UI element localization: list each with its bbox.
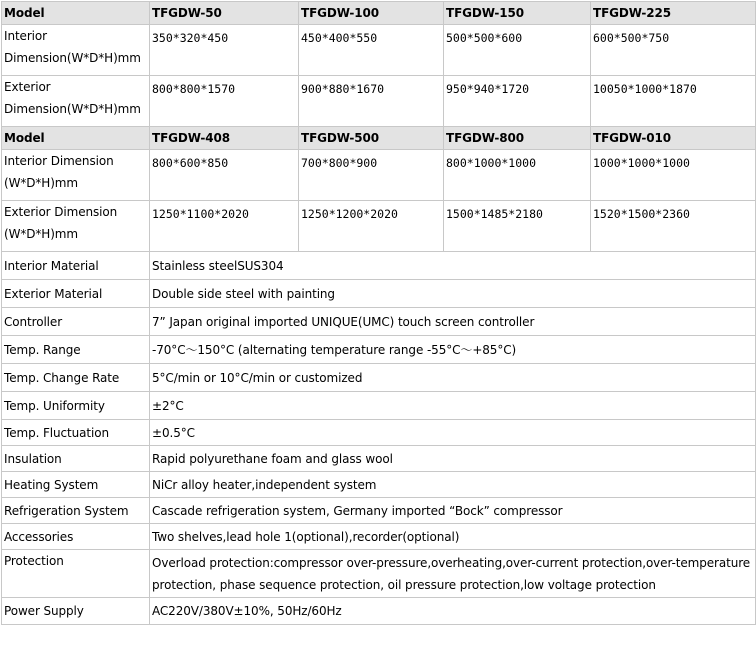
spec-row-exterior-material [2,280,756,308]
row-label: Exterior Dimension(W*D*H)mm [2,76,150,127]
model-header-row-1 [2,2,756,25]
dimension-value: 350*320*450 [150,25,299,76]
dimension-value: 800*1000*1000 [444,150,591,201]
row-label: Model [2,127,150,150]
model-name: TFGDW-100 [299,2,444,25]
spec-value: 7” Japan original imported UNIQUE(UMC) touch screen controller [150,308,756,336]
spec-label: Interior Material [2,252,150,280]
model-name: TFGDW-800 [444,127,591,150]
spec-label: Temp. Range [2,336,150,364]
dimension-value: 500*500*600 [444,25,591,76]
spec-label: Controller [2,308,150,336]
dimension-value: 1520*1500*2360 [591,201,756,252]
spec-row-refrigeration-system [2,498,756,524]
dimension-value: 900*880*1670 [299,76,444,127]
spec-value: ±0.5°C [150,420,756,446]
spec-row-power-supply [2,598,756,625]
spec-value: -70°C～150°C (alternating temperature range -55°C～+85°C) [150,336,756,364]
spec-value: ±2°C [150,392,756,420]
row-label: Interior Dimension(W*D*H)mm [2,25,150,76]
dimension-value: 600*500*750 [591,25,756,76]
spec-table [1,1,756,625]
spec-value: Rapid polyurethane foam and glass wool [150,446,756,472]
spec-row-interior-material [2,252,756,280]
spec-value: 5°C/min or 10°C/min or customized [150,364,756,392]
spec-label: Accessories [2,524,150,550]
dimension-value: 950*940*1720 [444,76,591,127]
dimension-value: 700*800*900 [299,150,444,201]
dimension-value: 10050*1000*1870 [591,76,756,127]
spec-row-temp-uniformity [2,392,756,420]
spec-value: NiCr alloy heater,independent system [150,472,756,498]
spec-value: Overload protection:compressor over-pressure,overheating,over-current protection,over-temperature protection, phase sequence protection, oil pressure protection,low voltage protection [150,550,756,598]
spec-value: Stainless steelSUS304 [150,252,756,280]
row-label: Interior Dimension (W*D*H)mm [2,150,150,201]
spec-row-insulation [2,446,756,472]
spec-label: Refrigeration System [2,498,150,524]
model-header-row-2 [2,127,756,150]
spec-row-controller [2,308,756,336]
spec-value: Cascade refrigeration system, Germany imported “Bock” compressor [150,498,756,524]
interior-dimension-row-2 [2,150,756,201]
spec-label: Exterior Material [2,280,150,308]
spec-label: Temp. Uniformity [2,392,150,420]
spec-row-accessories [2,524,756,550]
spec-row-temp-change-rate [2,364,756,392]
spec-row-protection [2,550,756,598]
spec-row-heating-system [2,472,756,498]
spec-label: Heating System [2,472,150,498]
spec-label: Protection [2,550,150,598]
exterior-dimension-row-2 [2,201,756,252]
spec-label: Temp. Fluctuation [2,420,150,446]
spec-value: AC220V/380V±10%, 50Hz/60Hz [150,598,756,625]
dimension-value: 1250*1200*2020 [299,201,444,252]
spec-value: Two shelves,lead hole 1(optional),recorder(optional) [150,524,756,550]
row-label: Model [2,2,150,25]
spec-label: Temp. Change Rate [2,364,150,392]
dimension-value: 1000*1000*1000 [591,150,756,201]
spec-label: Insulation [2,446,150,472]
model-name: TFGDW-010 [591,127,756,150]
model-name: TFGDW-500 [299,127,444,150]
model-name: TFGDW-225 [591,2,756,25]
row-label: Exterior Dimension (W*D*H)mm [2,201,150,252]
dimension-value: 1250*1100*2020 [150,201,299,252]
interior-dimension-row-1 [2,25,756,76]
exterior-dimension-row-1 [2,76,756,127]
spec-value: Double side steel with painting [150,280,756,308]
dimension-value: 800*800*1570 [150,76,299,127]
model-name: TFGDW-408 [150,127,299,150]
spec-row-temp-fluctuation [2,420,756,446]
model-name: TFGDW-150 [444,2,591,25]
model-name: TFGDW-50 [150,2,299,25]
dimension-value: 450*400*550 [299,25,444,76]
spec-label: Power Supply [2,598,150,625]
spec-row-temp-range [2,336,756,364]
dimension-value: 1500*1485*2180 [444,201,591,252]
dimension-value: 800*600*850 [150,150,299,201]
